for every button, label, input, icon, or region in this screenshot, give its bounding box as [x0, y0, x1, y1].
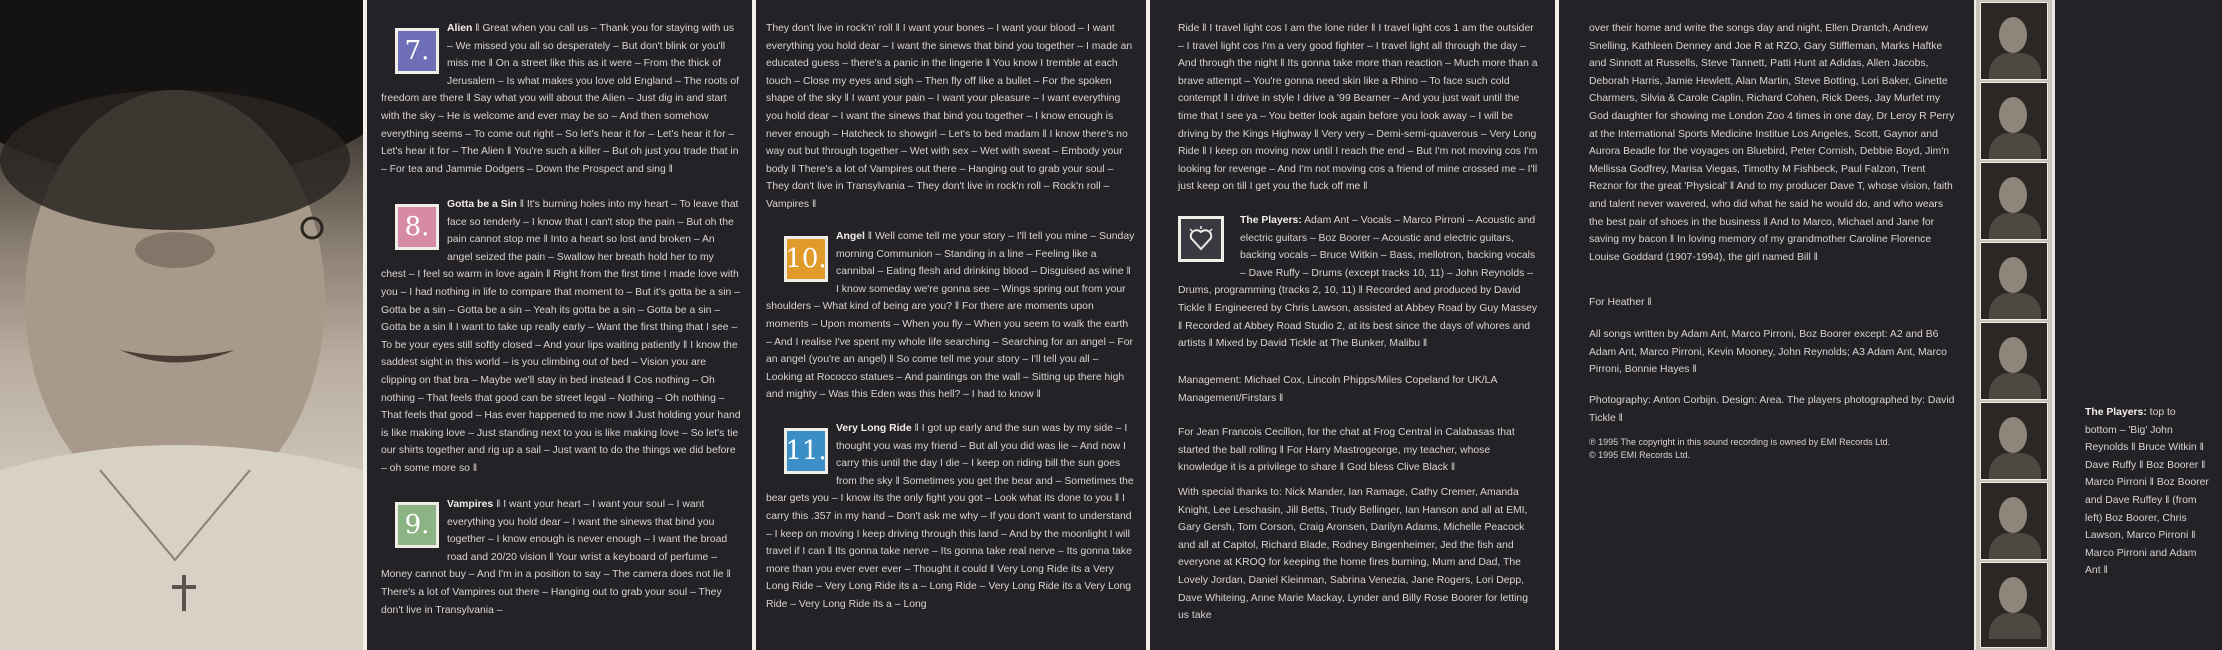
player-photo — [1980, 482, 2048, 560]
player-body — [1989, 453, 2041, 479]
track-lyrics: ǁ It's burning holes into my heart – To leave that face so tenderly – I know that I can't stop the pain – But oh the pain cannot stop me ǁ Into a heart so lost and broken – An angel seized the pain – Swallow her breath hold her to my chest – I feel so warm in love again ǁ Right from the first time I made love with you – I had nothing in life to compare that moment to – But it's gotta be a sin – Gotta be a sin – Gotta be a sin – Yeah its gotta be a sin – Gotta be a sin – Gotta be a sin ǁ I want to take up really early – Want the first thing that I see – To be your eyes still softly closed – And your lips waiting patiently ǁ I know the saddest sight in this world – is you climbing out of bed – Vision you are clipping on that bra – Maybe we'll stay in bed instead ǁ Cos nothing – Oh nothing – That feels that good can be street legal – Nothing – Oh nothing – That feels that good – Has ever happened to me now ǁ Just holding your hand is like making love – Just standing next to you is like making love – So let's tie our shirts together and rig up a sail – Just want to do the things we did before – oh some more so ǁ — [381, 199, 741, 474]
player-face — [1999, 417, 2027, 453]
track-title: Very Long Ride — [836, 423, 912, 434]
track-very-long-ride — [766, 420, 1136, 614]
track-number-badge: 11. — [784, 428, 828, 474]
player-body — [1989, 293, 2041, 319]
players-caption-text: top to bottom – 'Big' John Reynolds ǁ Bruce Witkin ǁ Dave Ruffy ǁ Boz Boorer ǁ Marco Pirroni ǁ Boz Boorer and Dave Ruffey ǁ (from left) Boz Boorer, Chris Lawson, Marco Pirroni ǁ Marco Pirroni and Adam Ant ǁ — [2085, 407, 2209, 577]
player-face — [1999, 577, 2027, 613]
player-face — [1999, 97, 2027, 133]
track-lyrics: ǁ Great when you call us – Thank you for staying with us – We missed you all so desperately – But don't blink or you'll miss me ǁ On a street like this as it were – From the thick of Jerusalem – Is what makes you love old England – The roots of freedom are there ǁ Say what you will about the Alien – Just dig in and start with the sky – He is welcome and ever may be so – And then somehow everything seems – To come out right – So let's hear it for – Let's hear it for – Let's hear it for – The Alien ǁ You're such a killer – But oh just you trade that in – For tea and Jammie Dodgers – Down the Prospect and sing ǁ — [381, 23, 740, 175]
portrait-illustration — [0, 0, 363, 650]
dedication-heather: For Heather ǁ — [1589, 297, 1652, 308]
badge-spacer — [381, 20, 447, 80]
dedication-cecillon: For Jean Francois Cecillon, for the chat at Frog Central in Calabasas that started the ball rolling ǁ For Harry Mastrogeorge, my teacher, whose knowledge it is a privilege to share ǁ God bless Clive Black ǁ — [1178, 427, 1515, 474]
track-title: Angel — [836, 231, 865, 242]
copyright-sound: ℗ 1995 The copyright in this sound recording is owned by EMI Records Ltd. — [1589, 437, 1891, 447]
copyright-ltd: © 1995 EMI Records Ltd. — [1589, 450, 1691, 460]
player-face — [1999, 17, 2027, 53]
track-very-long-ride-continued: Ride ǁ I travel light cos I am the lone rider ǁ I travel light cos 1 am the outsider – I travel light cos I'm a very good fighter – I travel light all through the day – And through the night ǁ Its gonna take more than reaction – Much more than a brave attempt – You're gonna need skin like a Rhino – To face such cold contempt ǁ I drive in style I drive a '99 Bearner – And you just wait until the time that I see ya – You better look again before you look away – I will be driving by the Kings Highway ǁ Very very – Demi-semi-quaverous – Very Long Ride ǁ I keep on moving now until I reach the end – But I'm not moving cos I'm looking for revenge – And I'm not moving cos a friend of mine crossed me – I'll just keep on till I get you the fuck off me ǁ — [1178, 23, 1538, 193]
track-lyrics: ǁ I got up early and the sun was by my side – I thought you was my friend – But all you did was lie – And now I carry this until the day I die – I keep on riding bill the sun goes from the sky ǁ Sometimes you get the bear and – Sometimes the bear gets you – I know its the only fight you got – Look what its done to you ǁ I carry this .357 in my hand – Don't ask me why – If you don't want to understand – I keep on moving I keep driving through this land – And by the moonlight I will travel if I can ǁ Its gonna take nerve – Its gonna take real nerve – Its gonna take more than you ever ever ever – Thought it could ǁ Very Long Ride its a Very Long Ride – Very Long Ride its a – Long Ride – Very Long Ride its a Very Long Ride – Very Long Ride its a – Long — [766, 423, 1134, 610]
badge-spacer — [1178, 212, 1240, 272]
lyrics-panel-1 — [367, 0, 752, 650]
badge-spacer — [766, 420, 836, 480]
player-face — [1999, 257, 2027, 293]
track-number-badge: 10. — [784, 236, 828, 282]
songwriting-credit: All songs written by Adam Ant, Marco Pirroni, Boz Boorer except: A2 and B6 Adam Ant, Marco Pirroni, Kevin Mooney, John Reynolds; A3 Adam Ant, Marco Pirroni, Bonnie Hayes ǁ — [1589, 329, 1947, 376]
player-photo — [1980, 242, 2048, 320]
special-thanks-continued: over their home and write the songs day and night, Ellen Drantch, Andrew Snelling, Kathleen Denney and Joe R at RZO, Gary Stiffleman, Marks Haftke and Sinnott at Russells, Steve Tannett, Patti Hunt at Adidas, Allen Jacobs, Deborah Harris, Jamie Hewlett, Alan Martin, Steve Botting, Lori Baker, Ginette Charmers, Silvia & Carole Caplin, Richard Cohen, Rick Dees, Jay Murfet my God daughter for showing me London Zoo 4 times in one day, Dr Leroy R Perry at the International Sports Medicine Institue Los Angeles, Scott, Gaynor and Aurora Beadle for the voyages on Bluebird, Peter Cornish, Debbie Boyd, Jim'n Mellissa Godfrey, Marisa Viegas, Timothy M Fishbeck, Paul Falzon, Trent Reznor for the great 'Physical' ǁ And to my producer Dave T, whose vision, faith and talent never wavered, who did what he said he would do, and who wears the best pair of shoes in the business ǁ And to Marco, Michael and Jane for saving my bacon ǁ In loving memory of my grandmother Caroline Florence Louise Goddard (1907-1994), the girl named Bill ǁ — [1589, 23, 1955, 263]
player-photo — [1980, 322, 2048, 400]
lyrics-panel-3 — [1150, 0, 1555, 650]
player-photo — [1980, 402, 2048, 480]
cover-photo — [0, 0, 363, 650]
players-caption — [2085, 404, 2209, 580]
player-photo — [1980, 562, 2048, 648]
photography-credit: Photography: Anton Corbijn. Design: Area. The players photographed by: David Tickle ǁ — [1589, 395, 1955, 424]
players-caption-panel — [2055, 0, 2222, 650]
badge-spacer — [766, 228, 836, 288]
player-photo — [1980, 82, 2048, 160]
track-alien — [381, 20, 741, 178]
player-body — [1989, 613, 2041, 639]
track-number-badge: 7. — [395, 28, 439, 74]
track-lyrics: ǁ I want your heart – I want your soul – I want everything you hold dear – I want the sinews that bind you together – I know enough is never enough – I want the broad road and 20/20 vision ǁ Your wrist a keyboard of perfume – Money cannot buy – And I'm in a position to say – The camera does not lie ǁ There's a lot of Vampires out there – Hanging out to grab your soul – They don't live in Transylvania – — [381, 499, 731, 616]
track-title: Vampires — [447, 499, 494, 510]
player-body — [1989, 133, 2041, 159]
management-credit: Management: Michael Cox, Lincoln Phipps/Miles Copeland for UK/LA Management/Firstars ǁ — [1178, 375, 1497, 404]
badge-spacer — [381, 496, 447, 556]
credits-panel — [1559, 0, 1974, 650]
players-caption-title: The Players: — [2085, 407, 2147, 418]
player-body — [1989, 533, 2041, 559]
player-body — [1989, 53, 2041, 79]
track-lyrics: ǁ Well come tell me your story – I'll tell you mine – Sunday morning Communion – Standing in a line – Feeling like a cannibal – Eating flesh and drinking blood – Disguised as wine ǁ I know someday we're gonna see – Wings spring out from your shoulders – What kind of being are you? ǁ For there are moments upon moments – Upon moments – When you fly – When you seem to walk the earth – And I realise I've spent my whole life searching – Searching for an angel – For an angel (you're an angel) ǁ So come tell me your story – I'll tell you all – Looking at Rococco statues – And paintings on the wall – Sitting up there high and mighty – Was this Eden was this hell? – I had to know ǁ — [766, 231, 1135, 401]
players-credits — [1178, 212, 1538, 353]
badge-spacer — [381, 196, 447, 256]
track-title: Alien — [447, 23, 473, 34]
players-photo-strip — [1976, 0, 2052, 650]
special-thanks: With special thanks to: Nick Mander, Ian Ramage, Cathy Cremer, Amanda Knight, Lee Leschasin, Jill Betts, Trudy Bellinger, Ian Hanson and all at EMI, Gary Gersh, Tom Corson, Craig Aronsen, Darilyn Adams, Michelle Peacock and all at Capitol, Richard Blade, Rodney Bingenheimer, Jed the fish and everyone at KROQ for keeping the home fires burning, Mum and Dad, The Lovely Jordan, Daniel Kleinman, Sabrina Venezia, Jane Rogers, Lori Depp, Dave Whiteing, Anne Marie Mackay, Lynder and Billy Rose Boorer for letting us take — [1178, 487, 1528, 622]
track-number-badge: 8. — [395, 204, 439, 250]
track-number-badge: 9. — [395, 502, 439, 548]
track-vampires — [381, 496, 741, 619]
track-angel — [766, 228, 1136, 404]
track-vampires-continued: They don't live in rock'n' roll ǁ I want your bones – I want your blood – I want everything you hold dear – I want the sinews that bind you together – I made an educated guess – there's a panic in the lingerie ǁ You know I tremble at each touch – Close my eyes and sigh – Then fly off like a bullet – For the spoken shape of the sky ǁ I want your pain – I want your pleasure – I want everything you hold dear – I want the sinews that bind you together – I know enough is never enough – Hatcheck to showgirl – Let's to bed madam ǁ I know there's no way out but through together – Wet with sex – Wet with sweat – Embody your body ǁ There's a lot of Vampires out there – Hanging out to grab your soul – They don't live in Transylvania – They don't live in rock'n roll – Rock'n roll – Vampires ǁ — [766, 23, 1133, 210]
player-photo — [1980, 2, 2048, 80]
player-photo — [1980, 162, 2048, 240]
player-body — [1989, 373, 2041, 399]
players-title: The Players: — [1240, 215, 1302, 226]
player-face — [1999, 177, 2027, 213]
player-body — [1989, 213, 2041, 239]
lyrics-panel-2 — [756, 0, 1146, 650]
player-face — [1999, 337, 2027, 373]
track-gotta-be-a-sin — [381, 196, 741, 478]
players-text: Adam Ant – Vocals – Marco Pirroni – Acoustic and electric guitars – Boz Boorer – Acoustic and electric guitars, backing vocals – Bruce Witkin – Bass, mellotron, backing vocals – Dave Ruffy – Drums (except tracks 10, 11) – John Reynolds – Drums, programming (tracks 2, 10, 11) ǁ Recorded and produced by David Tickle ǁ Engineered by Chris Lawson, assisted at Abbey Road by Guy Massey ǁ Recorded at Abbey Road Studio 2, at its best since the days of whores and artists ǁ Mixed by David Tickle at The Bunker, Malibu ǁ — [1178, 215, 1538, 350]
player-face — [1999, 497, 2027, 533]
track-title: Gotta be a Sin — [447, 199, 517, 210]
